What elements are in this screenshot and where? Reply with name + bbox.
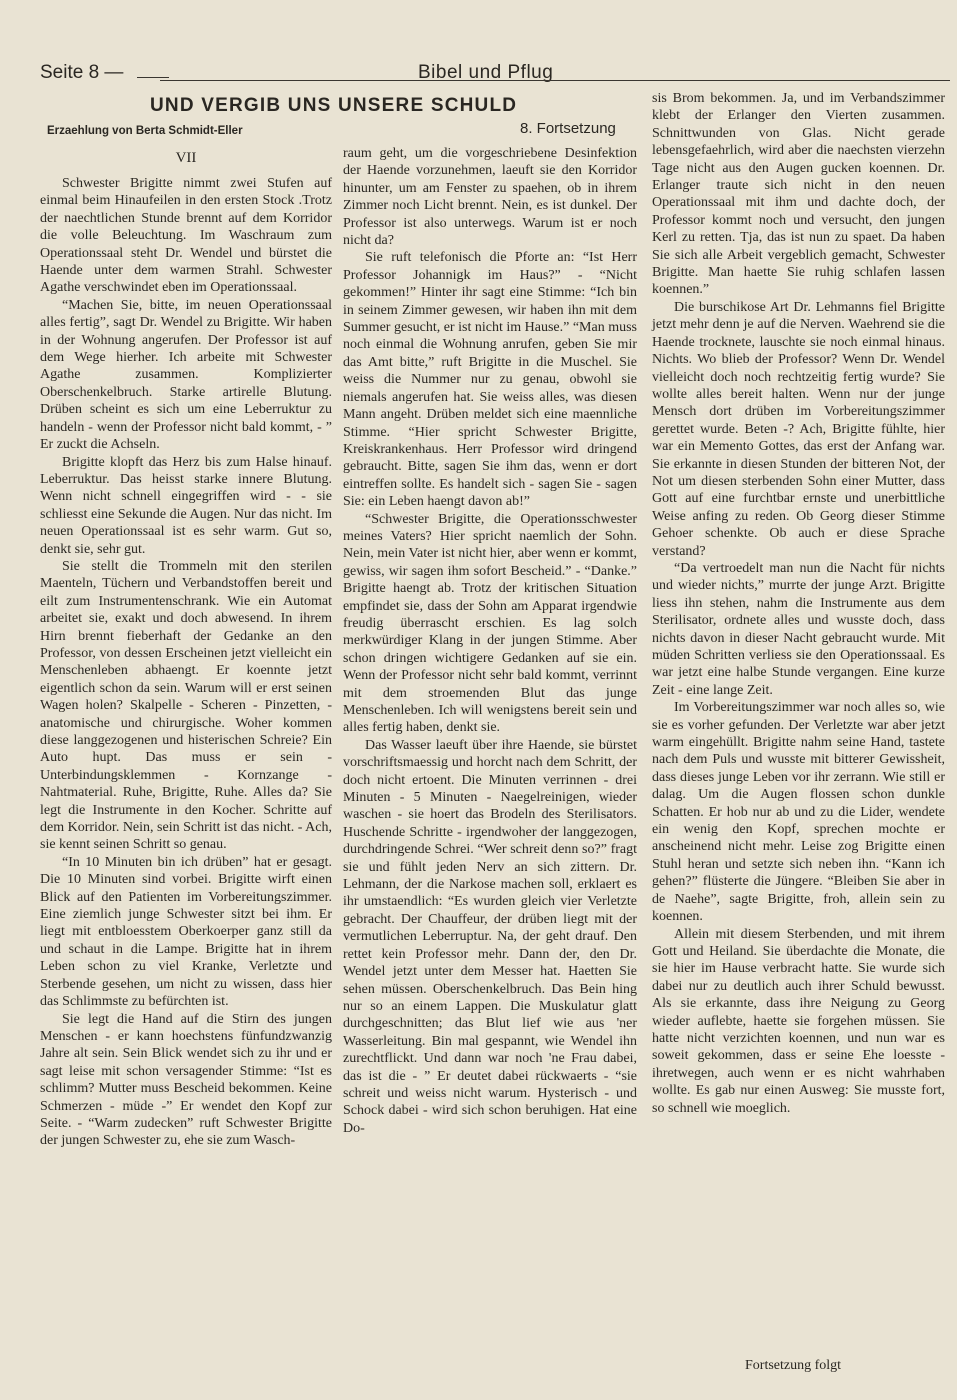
paragraph: sis Brom bekommen. Ja, und im Verbandszimmer klebt der Erlanger den Vierten zusammen. Schnittwunden von Glas. Nicht gerade lebensgefaehrlich, wird aber die naechsten vierzehn Tage nicht aus den Augen gucken koennen. Dr. Erlanger traute sich nicht in den neuen Operationssaal mit ihm und dachte doch, der Professor kommt noch und versucht, den jungen Kerl zu retten. Tja, das ist nun zu spaet. Da haben Sie sich alle Arbeit vergeblich gemacht, Schwester Brigitte. Man haette Sie ruhig schlafen lassen koennen.” [652,91,945,298]
paragraph: “Schwester Brigitte, die Operationsschwester meines Vaters? Hier spricht naemlich der Sohn. Nein, mein Vater ist nicht hier, aber wenn er kommt, gewiss, wir sagen ihm sofort Bescheid.” - “Danke.” Brigitte haengt ab. Trotz der kritischen Situation empfindet sie, dass der Sohn am Apparat irgendwie freudig überrascht erschien. Es lag solch merkwürdiger Klang in der jungen Stimme. Aber schon dringen wichtigere Gedanken auf sie ein. Wenn der Professor nicht sehr bald kommt, verrinnt mit dem stroemenden Blut das junge Menschenleben. Ich will wenigstens bereit sein und alles fertig haben, denkt sie. [343,511,637,736]
paragraph: “In 10 Minuten bin ich drüben” hat er gesagt. Die 10 Minuten sind vorbei. Brigitte wirft einen Blick auf den Patienten im Vorbereitungszimmer. Eine ziemlich junge Schwester sitzt bei ihm. Er liegt mit entbloesstem Oberkoerper ganz still da und schaut in die Lampe. Brigitte hat in ihrem Leben schon zu viel Kranke, Verletzte und Sterbende gesehen, um nicht zu wissen, dass hier das Schlimmste zu befürchten ist. [40,854,332,1010]
continuation-label: 8. Fortsetzung [520,120,616,137]
page-header [40,62,950,88]
paragraph: Das Wasser laeuft über ihre Haende, sie bürstet vorschriftsmaessig und horcht nach dem Schritt, der doch nicht ertoent. Die Minuten verrinnen - drei Minuten - 5 Minuten - Naegelreinigen, wieder waschen - sie hoert das Brodeln des Sterilisators. Huschende Schritte - irgendwoher der langgezogen, durchdringende Schrei. “Wer schreit denn so?” fragt sie und fühlt jeden Nerv an sich zittern. Dr. Lehmann, der die Narkose machen soll, erklaert es ihr umstaendlich: “Es wurden gleich vier Verletzte gebracht. Der Chauffeur, der drüben liegt mit der vermutlichen Leberruptur. Na, der geht drauf. Den rettet kein Professor mehr. Dann der, den Dr. Wendel jetzt unter dem Messer hat. Haetten Sie sehen müssen. Oberschenkelbruch. Das Bein hing nur so an einem Lappen. Die Muskulatur glatt durchgeschnitten; das Blut lief wie aus 'ner Wasserleitung. Bin mal gespannt, wie Wendel ihn zurechtflickt. Und dann war noch 'ne Frau dabei, das ist die - ” Er deutet dabei rückwaerts - “sie schreit und weiss nicht warum. Hysterisch - und Schock dabei - wird sich schon beruhigen. Hat eine Do- [343,737,637,1136]
paragraph: raum geht, um die vorgeschriebene Desinfektion der Haende vorzunehmen, laeuft sie den Korridor hinunter, um am Fenster zu spaehen, ob in ihrem Zimmer noch Licht brennt. Nein, es ist dunkel. Der Professor ist also unterwegs. Warum ist er noch nicht da? [343,146,637,249]
header-rule-left [137,77,169,78]
chapter-number: VII [175,150,197,166]
paragraph: “Machen Sie, bitte, im neuen Operationssaal alles fertig”, sagt Dr. Wendel zu Brigitte. Wir haben in der Wohnung angerufen. Der Professor ist auf dem Wege hierher. Ich arbeite mit Schwester Agathe zusammen. Komplizierter Oberschenkelbruch. Starke artirelle Blutung. Drüben scheint es sich um eine Leberruktur zu handeln - wenn der Professor nicht bald kommt, - ” Er zuckt die Achseln. [40,297,332,453]
paragraph: Sie legt die Hand auf die Stirn des jungen Menschen - er kann hoechstens fünfundzwanzig Jahre alt sein. Sein Blick wendet sich zu ihr und er sagt leise mit schon versagender Stimme: “Ist es schlimm? Mutter muss Bescheid bekommen. Keine Schmerzen - müde -” Er wendet den Kopf zur Seite. - “Warm zudecken” ruft Schwester Brigitte der jungen Schwester zu, ehe sie zum Wasch- [40,1011,332,1149]
article-title: UND VERGIB UNS UNSERE SCHULD [150,95,518,116]
to-be-continued: Fortsetzung folgt [745,1358,842,1373]
paragraph: Brigitte klopft das Herz bis zum Halse hinauf. Leberruktur. Das heisst starke innere Blutung. Wenn nicht schnell eingegriffen wird - - sie schliesst eine Sekunde die Augen. Nur das nicht. Im neuen Operationssaal ist es sehr warm. Gut so, denkt sie, sehr gut. [40,454,332,557]
page-number: Seite 8 — [40,62,124,83]
paragraph: Sie ruft telefonisch die Pforte an: “Ist Herr Professor Johannigk im Haus?” - “Nicht gekommen!” Hinter ihr sagt eine Stimme: “Ich bin in seinem Zimmer gewesen, wir haben ihn mit dem Summer gesucht, er ist nicht im Hause.” “Man muss noch einmal die Wohnung anrufen, geben Sie mir das Amt bitte,” ruft Brigitte in die Muschel. Sie weiss die Nummer nur zu genau, obwohl sie niemals angerufen hat. Sie weiss alles, was diesen Mann angeht. Drüben meldet sich eine maennliche Stimme. “Hier spricht Schwester Brigitte, Kreiskrankenhaus. Herr Professor wird dringend gebraucht. Bitte, sagen Sie ihm das, wenn er dort eintreffen sollte. Es handelt sich - sagen Sie - sagen Sie: ein Leben haengt davon ab!” [343,250,637,510]
paragraph: “Da vertroedelt man nun die Nacht für nichts und wieder nichts,” murrte der junge Arzt. Brigitte liess ihn stehen, nahm die Instrumente aus dem Sterilisator, ordnete alles und wusste doch, dass nichts davon in dieser Nacht gebraucht wurde. Mit müden Schritten verliess sie den Operationssaal. Es war jetzt eine halbe Stunde vergangen. Eine kurze Zeit - eine lange Zeit. [652,560,945,698]
paragraph: Die burschikose Art Dr. Lehmanns fiel Brigitte jetzt mehr denn je auf die Nerven. Waehrend sie die Haende trocknete, lauschte sie noch einmal hinaus. Nichts. Wo blieb der Professor? Wenn Dr. Wendel vielleicht doch noch rechtzeitig fertig wurde? Sie wollte alles bereit halten. Wenn nur der junge Mensch dort drüben im Vorbereitungszimmer gerettet wurde. Beten -? Ach, Brigitte fühlte, hier war ein Memento Gottes, das erst der Anfang war. Sie erkannte in diesen Stunden der bitteren Not, der Not um diesen sterbenden Sohn einer Mutter, dass Gott auf eine furchtbar ernste und unerbittliche Weise anfing zu reden. Ob Georg dieser Stimme Gehoer schenkte. Ob auch er diese Sprache verstand? [652,299,945,559]
paragraph: Schwester Brigitte nimmt zwei Stufen auf einmal beim Hinaufeilen in den ersten Stock .Trotz der naechtlichen Stunde brennt auf dem Korridor die volle Beleuchtung. Im Waschraum zum Operationssaal steht Dr. Wendel und bürstet die Haende unter dem warmen Strahl. Schwester Agathe verschwindet eben im Operationssaal. [40,176,332,296]
article-byline: Erzaehlung von Berta Schmidt-Eller [47,125,243,137]
paragraph: Im Vorbereitungszimmer war noch alles so, wie sie es vorher gefunden. Der Verletzte war aber jetzt warm eingehüllt. Brigitte nahm seine Hand, tastete nach dem Puls und wusste mit bitterer Gewissheit, dass dieses junge Leben vor ihr zerrann. Wie still er dalag. Um die Augen flossen schon dunkle Schatten. Er hob nur ab und zu die Lider, wendete ein wenig den Kopf, sprechen mochte er anscheinend nicht mehr. Leise zog Brigitte einen Stuhl heran und setzte sich neben ihn. “Kann ich gehen?” flüsterte die Jüngere. “Bleiben Sie aber in de Naehe”, sagte Brigitte, froh, allein sein zu koennen. [652,700,945,925]
header-rule [160,80,950,81]
text-column-2 [343,145,637,1137]
magazine-title: Bibel und Pflug [418,62,554,83]
paragraph: Sie stellt die Trommeln mit den sterilen Maenteln, Tüchern und Verbandstoffen bereit und eilt zum Instrumentenschrank. Wie ein Automat arbeitet sie, exakt und doch abwesend. In ihrem Hirn brennt fieberhaft der Gedanke an den Professor, von dessen Erscheinen jetzt vielleicht ein Menschenleben abhaengt. Er koennte jetzt eigentlich schon da sein. Warum will er erst seinen Wagen holen? Skalpelle - Scheren - Pinzetten, - anatomische und chirurgische. Woher kommen diese langgezogenen und histerischen Schreie? Ein Auto hupt. Das muss er sein - Unterbindungsklemmen - Kornzange - Nahtmaterial. Ruhe, Brigitte, Ruhe. Alles da? Sie legt die Instrumente in den Kocher. Schritte auf dem Korridor. Nein, sein Schritt ist das nicht. - Ach, sie kennt seinen Schritt so genau. [40,558,333,853]
paragraph: Allein mit diesem Sterbenden, und mit ihrem Gott und Heiland. Sie überdachte die Monate, die sie hier im Hause verbracht hatte. Sie wurde sich dabei nur zu deutlich auch ihrer Schuld bewusst. Als sie erkannte, dass ihre Neigung zu Georg wieder auflebte, haette sie forgehen müssen. Sie hatte nicht verzichten koennen, und nun war es soweit gekommen, dass er seine Ehe loesste - ihretwegen, auch wenn er es nicht wahrhaben wollte. Es gab nur einen Ausweg: Sie musste fort, so schnell wie moeglich. [652,926,945,1116]
text-column-1 [40,175,332,1150]
text-column-3 [652,90,945,1117]
